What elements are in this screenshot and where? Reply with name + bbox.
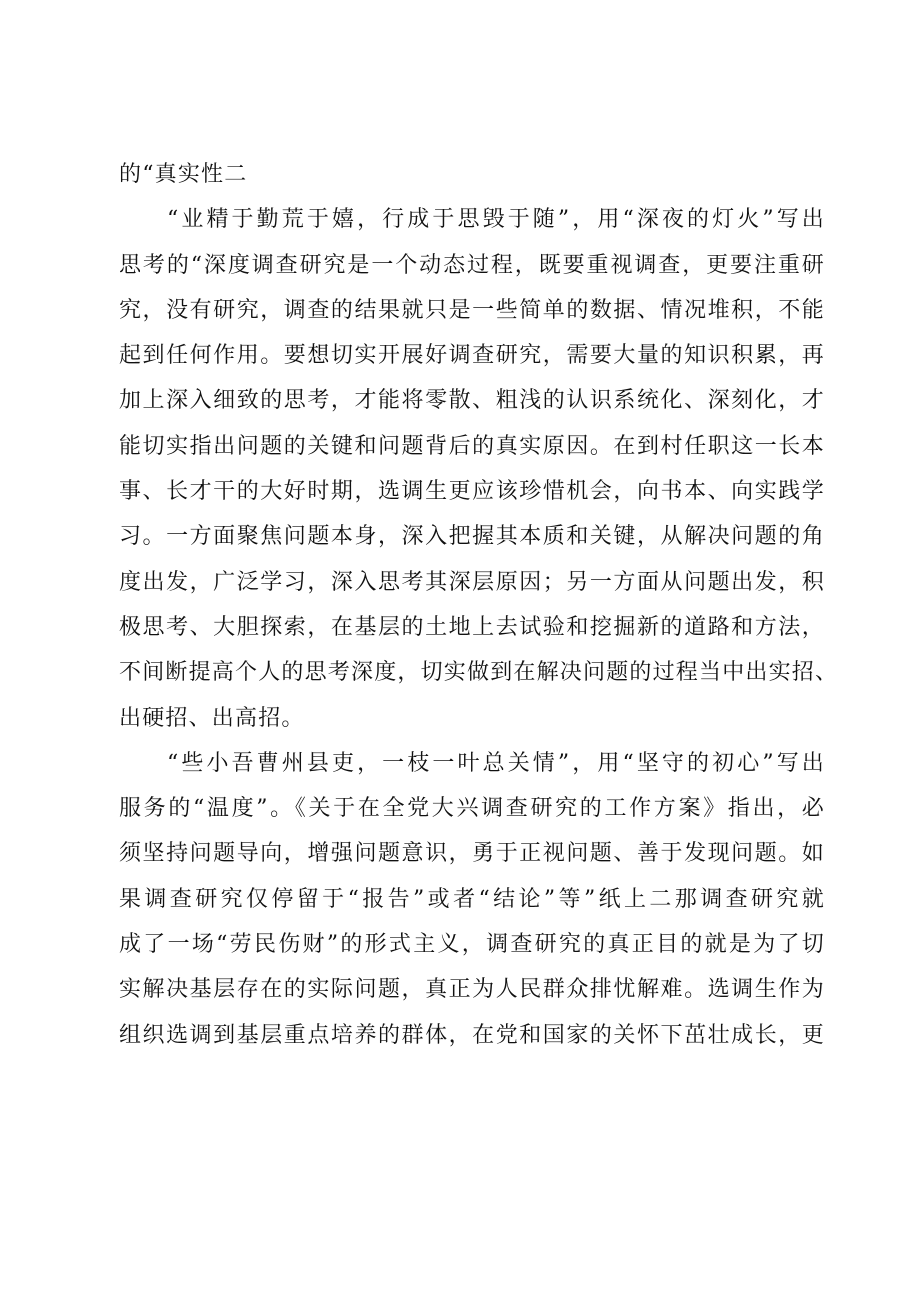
text-line: 成了一场“劳民伤财”的形式主义，调查研究的真正目的就是为了切 <box>119 932 825 958</box>
text-line: 极思考、大胆探索，在基层的土地上去试验和挖掘新的道路和方法， <box>119 614 825 640</box>
text-line: 究，没有研究，调查的结果就只是一些简单的数据、情况堆积，不能 <box>119 297 825 323</box>
text-line: 果调查研究仅停留于“报告”或者“结论”等”纸上二那调查研究就 <box>119 886 825 912</box>
text-line: 加上深入细致的思考，才能将零散、粗浅的认识系统化、深刻化，才 <box>119 388 825 414</box>
document-body <box>119 152 839 1058</box>
text-line: 不间断提高个人的思考深度，切实做到在解决问题的过程当中出实招、 <box>119 660 839 686</box>
text-line: 须坚持问题导向，增强问题意识，勇于正视问题、善于发现问题。如 <box>119 841 825 867</box>
text-line: 事、长才干的大好时期，选调生更应该珍惜机会，向书本、向实践学 <box>119 479 825 505</box>
text-line: 服务的“温度”。《关于在全党大兴调查研究的工作方案》指出，必 <box>119 796 825 822</box>
text-line: 出硬招、出高招。 <box>119 705 305 731</box>
text-line: 实解决基层存在的实际问题，真正为人民群众排忧解难。选调生作为 <box>119 977 825 1003</box>
text-line: 起到任何作用。要想切实开展好调查研究，需要大量的知识积累，再 <box>119 343 825 369</box>
text-line: 思考的“深度调查研究是一个动态过程，既要重视调查，更要注重研 <box>119 252 825 278</box>
paragraph-first-line: “业精于勤荒于嬉，行成于思毁于随”，用“深夜的灯火”写出 <box>167 207 825 233</box>
text-line: 能切实指出问题的关键和问题背后的真实原因。在到村任职这一长本 <box>119 433 825 459</box>
text-line: 的“真实性二 <box>119 162 248 187</box>
text-line: 习。一方面聚焦问题本身，深入把握其本质和关键，从解决问题的角 <box>119 524 825 550</box>
text-line: 组织选调到基层重点培养的群体，在党和国家的关怀下茁壮成长，更 <box>119 1022 825 1048</box>
text-line: 度出发，广泛学习，深入思考其深层原因；另一方面从问题出发，积 <box>119 569 825 595</box>
paragraph-first-line: “些小吾曹州县吏，一枝一叶总关情”，用“坚守的初心”写出 <box>167 750 825 776</box>
